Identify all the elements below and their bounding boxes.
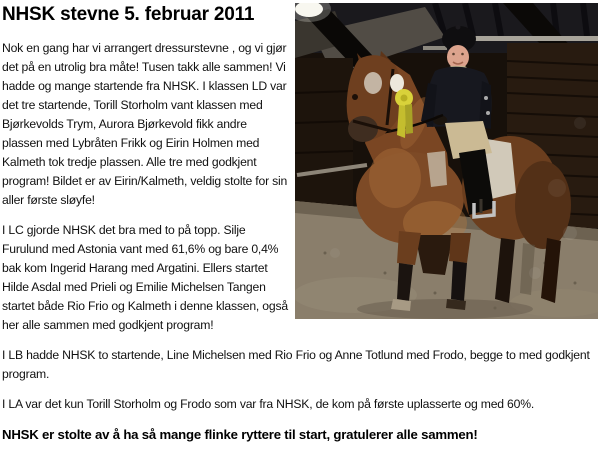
horse-photo-graphic [295, 3, 598, 319]
closing-statement: NHSK er stolte av å ha så mange flinke ryttere til start, gratulerer alle sammen! [2, 427, 478, 442]
paragraph-lc: I LC gjorde NHSK det bra med to på topp. Silje Furulund med Astonia vant med 61,6% og bare 0,4% bak kom Ingerid Harang med Argatini. Ellers startet Hilde Asdal med Prieli og Emilie Michelsen Tangen startet både Rio Frio og Kalmeth i denne klassen, også her alle sammen med godkjent program! [2, 223, 288, 332]
page-title: NHSK stevne 5. februar 2011 [2, 4, 255, 25]
paragraph-intro-ld: Nok en gang har vi arrangert dressurstevne , og vi gjør det på en utrolig bra måte! Tusen takk alle sammen! Vi hadde og mange startende fra NHSK. I klassen LD var det tre startende, Torill Storholm vant klassen med Bjørkevolds Trym, Aurora Bjørkevold fikk andre plassen med Lybråten Frikk og Eirin Holmen med Kalmeth tok tredje plassen. Alle tre med godkjent program! Bildet er av Eirin/Kalmeth, veldig stolte for sin aller første sløyfe! [2, 41, 288, 207]
paragraph-lb: I LB hadde NHSK to startende, Line Michelsen med Rio Frio og Anne Totlund med Frodo, begge to med godkjent program. [2, 348, 590, 381]
horse-photo [295, 3, 598, 319]
paragraph-la: I LA var det kun Torill Storholm og Frodo som var fra NHSK, de kom på første uplasserte og med 60%. [2, 397, 535, 411]
